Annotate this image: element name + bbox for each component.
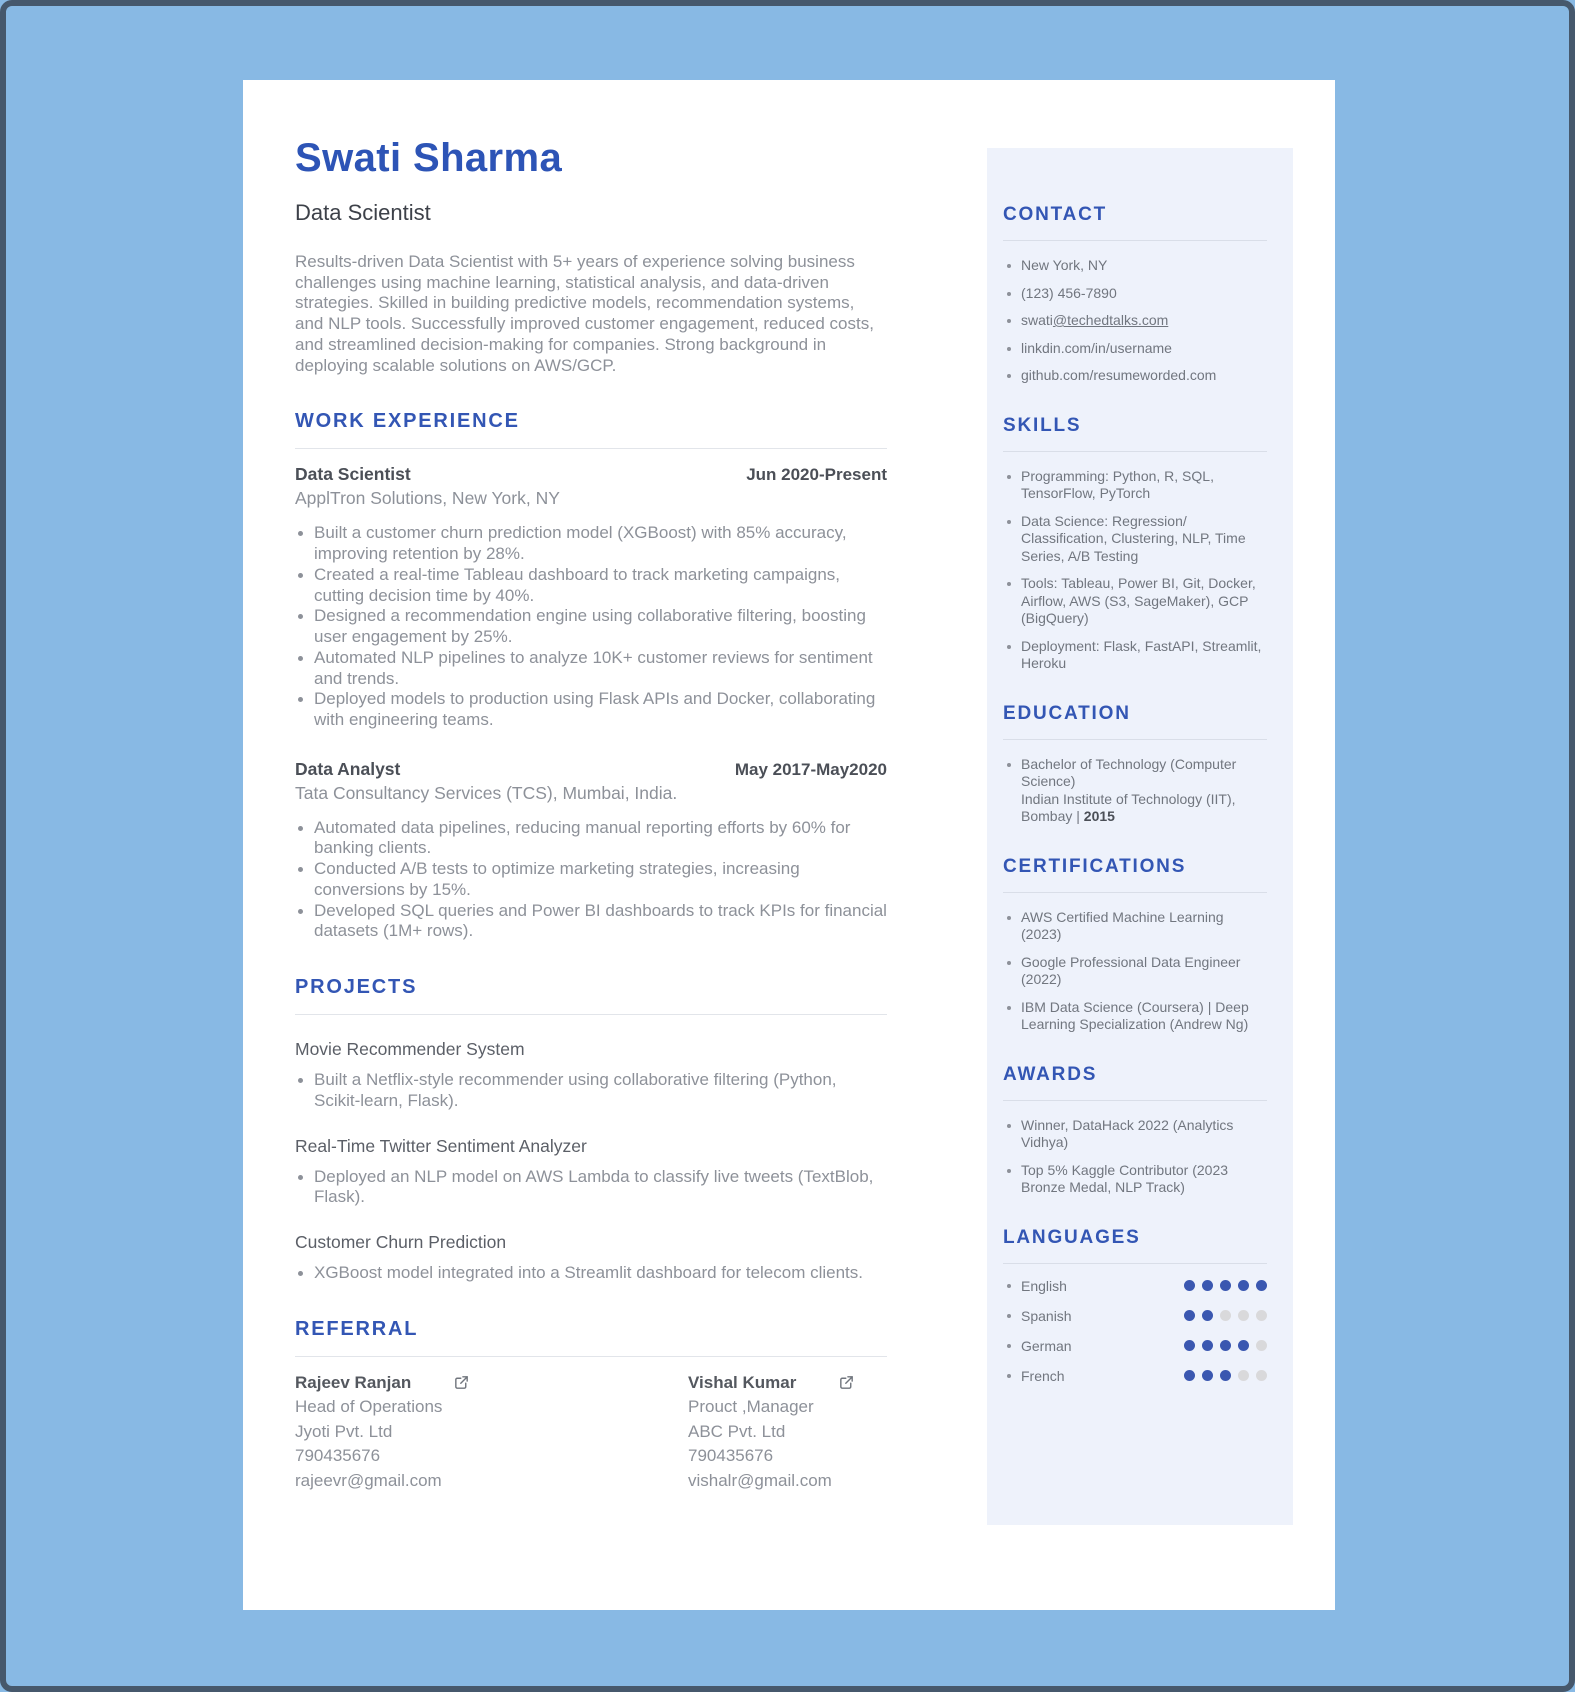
projects-heading: PROJECTS	[295, 976, 418, 999]
candidate-title: Data Scientist	[295, 200, 431, 225]
bullet-item: Conducted A/B tests to optimize marketing strategies, increasing conversions by 15%.	[295, 859, 887, 900]
referral-name-row	[295, 1373, 688, 1393]
referral-card	[295, 1373, 688, 1492]
education-year: 2015	[1083, 808, 1115, 824]
certifications-section	[1003, 856, 1267, 1034]
certification-item: IBM Data Science (Coursera) | Deep Learning Specialization (Andrew Ng)	[1003, 999, 1267, 1034]
education-list	[1003, 756, 1267, 826]
award-item: Winner, DataHack 2022 (Analytics Vidhya)	[1003, 1117, 1267, 1152]
education-section	[1003, 703, 1267, 826]
rating-dot	[1184, 1370, 1195, 1381]
language-rating	[1184, 1370, 1267, 1381]
rating-dot	[1256, 1310, 1267, 1321]
award-item: Top 5% Kaggle Contributor (2023 Bronze Medal, NLP Track)	[1003, 1162, 1267, 1197]
language-rating	[1184, 1310, 1267, 1321]
project-title: Customer Churn Prediction	[295, 1232, 507, 1253]
referral-detail: ABC Pvt. Ltd	[688, 1421, 786, 1441]
job-entry	[295, 464, 887, 730]
bullet-item: Designed a recommendation engine using collaborative filtering, boosting user engagement by 25%.	[295, 606, 887, 647]
work-experience-section	[295, 410, 887, 942]
section-divider	[1003, 739, 1267, 740]
section-divider	[295, 1356, 887, 1357]
referral-card	[688, 1373, 855, 1492]
external-link-icon[interactable]	[453, 1374, 470, 1391]
job-dates: Jun 2020-Present	[746, 465, 887, 485]
rating-dot	[1220, 1340, 1231, 1351]
rating-dot	[1256, 1370, 1267, 1381]
referral-name: Rajeev Ranjan	[295, 1372, 412, 1392]
project-bullets	[295, 1263, 887, 1284]
job-dates: May 2017-May2020	[734, 759, 887, 779]
job-bullets	[295, 818, 887, 942]
project-title: Real-Time Twitter Sentiment Analyzer	[295, 1135, 587, 1156]
bullet-item: Developed SQL queries and Power BI dashboards to track KPIs for financial datasets (1M+ rows).	[295, 901, 887, 942]
job-company: ApplTron Solutions, New York, NY	[295, 488, 560, 509]
education-degree: Bachelor of Technology (Computer Science)	[1021, 755, 1237, 789]
project-entry	[295, 1039, 887, 1111]
rating-dot	[1238, 1280, 1249, 1291]
referral-detail: 790435676	[295, 1446, 381, 1466]
project-entry	[295, 1232, 887, 1284]
rating-dot	[1202, 1310, 1213, 1321]
job-company: Tata Consultancy Services (TCS), Mumbai, India.	[295, 782, 678, 803]
contact-item: github.com/resumeworded.com	[1003, 367, 1267, 385]
project-entry	[295, 1136, 887, 1208]
section-divider	[1003, 1100, 1267, 1101]
education-heading: EDUCATION	[1003, 702, 1131, 724]
rating-dot	[1220, 1310, 1231, 1321]
rating-dot	[1238, 1310, 1249, 1321]
rating-dot	[1256, 1280, 1267, 1291]
bullet-item: Automated data pipelines, reducing manual reporting efforts by 60% for banking clients.	[295, 818, 887, 859]
work-experience-heading: WORK EXPERIENCE	[295, 410, 520, 433]
referral-detail: vishalr@gmail.com	[688, 1471, 832, 1491]
bullet-item: XGBoost model integrated into a Streamlit dashboard for telecom clients.	[295, 1263, 887, 1284]
skills-heading: SKILLS	[1003, 414, 1082, 436]
project-title: Movie Recommender System	[295, 1039, 525, 1060]
job-title: Data Analyst	[295, 758, 401, 779]
rating-dot	[1220, 1370, 1231, 1381]
education-school: Indian Institute of Technology (IIT), Bombay | 2015	[1021, 790, 1236, 824]
projects-list	[295, 1039, 887, 1284]
certifications-list	[1003, 909, 1267, 1034]
rating-dot	[1202, 1340, 1213, 1351]
referral-heading: REFERRAL	[295, 1317, 419, 1340]
contact-heading: CONTACT	[1003, 204, 1108, 225]
skills-section	[1003, 415, 1267, 673]
language-row	[1003, 1338, 1267, 1354]
awards-list	[1003, 1117, 1267, 1197]
certifications-heading: CERTIFICATIONS	[1003, 855, 1187, 877]
section-divider	[295, 1014, 887, 1015]
languages-section	[1003, 1227, 1267, 1384]
project-bullets	[295, 1070, 887, 1111]
job-title: Data Scientist	[295, 464, 411, 485]
sidebar	[987, 148, 1293, 1525]
bullet-item: Built a Netflix-style recommender using collaborative filtering (Python, Scikit-learn, Flask).	[295, 1070, 887, 1111]
referral-detail: Jyoti Pvt. Ltd	[295, 1421, 393, 1441]
resume-page	[243, 80, 1335, 1610]
section-divider	[1003, 451, 1267, 452]
rating-dot	[1202, 1280, 1213, 1291]
main-column	[295, 136, 887, 1492]
email-link[interactable]: swati@techedtalks.com	[1003, 312, 1267, 330]
job-bullets	[295, 523, 887, 730]
rating-dot	[1184, 1340, 1195, 1351]
projects-section	[295, 976, 887, 1284]
language-row	[1003, 1308, 1267, 1324]
language-label: English	[1003, 1278, 1067, 1294]
section-divider	[1003, 1263, 1267, 1264]
languages-list	[1003, 1278, 1267, 1384]
bullet-item: Built a customer churn prediction model (XGBoost) with 85% accuracy, improving retention by 28%.	[295, 523, 887, 564]
bullet-item: Deployed an NLP model on AWS Lambda to classify live tweets (TextBlob, Flask).	[295, 1167, 887, 1208]
external-link-icon[interactable]	[838, 1374, 855, 1391]
referral-name-row	[688, 1373, 855, 1393]
job-header	[295, 759, 887, 780]
bullet-item: Automated NLP pipelines to analyze 10K+ customer reviews for sentiment and trends.	[295, 648, 887, 689]
contact-item: New York, NY	[1003, 257, 1267, 275]
language-label: French	[1003, 1368, 1065, 1384]
rating-dot	[1238, 1340, 1249, 1351]
language-label: German	[1003, 1338, 1072, 1354]
referral-detail: Prouct ,Manager	[688, 1396, 814, 1416]
rating-dot	[1220, 1280, 1231, 1291]
bullet-item: Deployed models to production using Flask APIs and Docker, collaborating with engineering teams.	[295, 689, 887, 730]
bullet-item: Created a real-time Tableau dashboard to track marketing campaigns, cutting decision time by 40%.	[295, 565, 887, 606]
skill-item: Programming: Python, R, SQL, TensorFlow, PyTorch	[1003, 468, 1267, 503]
awards-heading: AWARDS	[1003, 1063, 1098, 1085]
referral-detail: Head of Operations	[295, 1396, 443, 1416]
language-rating	[1184, 1280, 1267, 1291]
referral-detail: 790435676	[688, 1446, 774, 1466]
rating-dot	[1238, 1370, 1249, 1381]
rating-dot	[1184, 1280, 1195, 1291]
section-divider	[295, 448, 887, 449]
contact-item: (123) 456-7890	[1003, 285, 1267, 303]
languages-heading: LANGUAGES	[1003, 1226, 1141, 1248]
language-label: Spanish	[1003, 1308, 1072, 1324]
rating-dot	[1256, 1340, 1267, 1351]
awards-section	[1003, 1064, 1267, 1197]
language-rating	[1184, 1340, 1267, 1351]
jobs-list	[295, 464, 887, 942]
referral-detail: rajeevr@gmail.com	[295, 1471, 442, 1491]
certification-item: Google Professional Data Engineer (2022)	[1003, 954, 1267, 989]
summary-text: Results-driven Data Scientist with 5+ years of experience solving business challenges using machine learning, statistical analysis, and data-driven strategies. Skilled in building predictive models, recommendation systems, and NLP tools. Successfully improved customer engagement, reduced costs, and streamlined decision-making for companies. Strong background in deploying scalable solutions on AWS/GCP.	[295, 252, 874, 375]
candidate-name: Swati Sharma	[295, 136, 563, 180]
contact-section	[1003, 204, 1267, 385]
referral-section	[295, 1318, 887, 1492]
section-divider	[1003, 240, 1267, 241]
referral-name: Vishal Kumar	[688, 1372, 797, 1392]
certification-item: AWS Certified Machine Learning (2023)	[1003, 909, 1267, 944]
language-row	[1003, 1278, 1267, 1294]
language-row	[1003, 1368, 1267, 1384]
skill-item: Tools: Tableau, Power BI, Git, Docker, Airflow, AWS (S3, SageMaker), GCP (BigQuery)	[1003, 575, 1267, 628]
skills-list	[1003, 468, 1267, 673]
job-entry	[295, 759, 887, 942]
contact-list	[1003, 257, 1267, 385]
rating-dot	[1202, 1370, 1213, 1381]
skill-item: Data Science: Regression/ Classification, Clustering, NLP, Time Series, A/B Testing	[1003, 513, 1267, 566]
skill-item: Deployment: Flask, FastAPI, Streamlit, Heroku	[1003, 638, 1267, 673]
project-bullets	[295, 1167, 887, 1208]
contact-item: linkdin.com/in/username	[1003, 340, 1267, 358]
section-divider	[1003, 892, 1267, 893]
education-item	[1003, 756, 1267, 826]
rating-dot	[1184, 1310, 1195, 1321]
job-header	[295, 464, 887, 485]
referral-list	[295, 1373, 887, 1492]
